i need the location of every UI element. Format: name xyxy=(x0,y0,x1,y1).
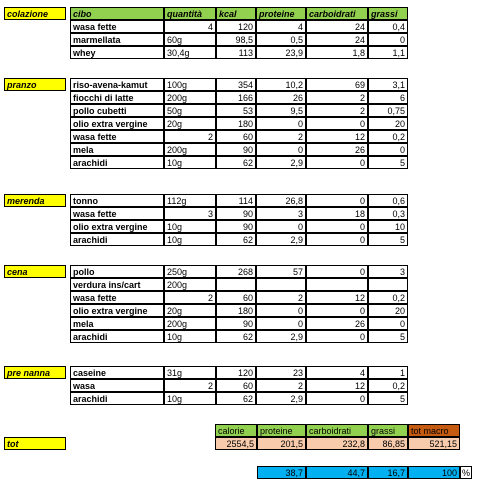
cell-kcal: 90 xyxy=(216,220,256,233)
cell-grassi: 0 xyxy=(368,143,408,156)
tot-header-grassi: grassi xyxy=(368,424,408,437)
cell-carboidrati: 0 xyxy=(306,156,368,169)
header-carboidrati: carboidrati xyxy=(306,7,368,20)
cell-grassi: 1 xyxy=(368,366,408,379)
cell-carboidrati: 0 xyxy=(306,220,368,233)
cell-kcal: 90 xyxy=(216,317,256,330)
cell-food: marmellata xyxy=(70,33,164,46)
tot-carboidrati-value: 232,8 xyxy=(306,437,368,450)
cell-grassi: 20 xyxy=(368,117,408,130)
cell-carboidrati: 4 xyxy=(306,366,368,379)
cell-qty: 100g xyxy=(164,78,216,91)
cell-qty: 2 xyxy=(164,291,216,304)
cell-grassi: 5 xyxy=(368,156,408,169)
cell-kcal: 98,5 xyxy=(216,33,256,46)
cell-proteine: 0 xyxy=(256,317,306,330)
cell-qty: 10g xyxy=(164,220,216,233)
cell-food: wasa fette xyxy=(70,20,164,33)
cell-kcal: 60 xyxy=(216,291,256,304)
cell-qty: 250g xyxy=(164,265,216,278)
cell-qty: 30,4g xyxy=(164,46,216,59)
cell-food: wasa xyxy=(70,379,164,392)
cell-proteine: 2 xyxy=(256,379,306,392)
cell-carboidrati: 24 xyxy=(306,33,368,46)
cell-food: fiocchi di latte xyxy=(70,91,164,104)
tot-grassi-value: 86,85 xyxy=(368,437,408,450)
cell-kcal: 180 xyxy=(216,117,256,130)
cell-qty: 200g xyxy=(164,143,216,156)
cell-proteine: 2 xyxy=(256,291,306,304)
percent-grassi: 16,7 xyxy=(368,466,408,479)
cell-kcal: 62 xyxy=(216,392,256,405)
percent-proteine: 38,7 xyxy=(257,466,306,479)
cell-grassi: 0,6 xyxy=(368,194,408,207)
tot-proteine-value: 201,5 xyxy=(257,437,306,450)
cell-qty: 4 xyxy=(164,20,216,33)
cell-carboidrati: 0 xyxy=(306,117,368,130)
cell-food: tonno xyxy=(70,194,164,207)
cell-food: wasa fette xyxy=(70,291,164,304)
cell-kcal: 113 xyxy=(216,46,256,59)
cell-grassi: 3 xyxy=(368,265,408,278)
cell-kcal: 114 xyxy=(216,194,256,207)
cell-carboidrati: 0 xyxy=(306,304,368,317)
cell-food: olio extra vergine xyxy=(70,304,164,317)
cell-grassi: 0,75 xyxy=(368,104,408,117)
cell-kcal: 90 xyxy=(216,143,256,156)
cell-carboidrati: 26 xyxy=(306,143,368,156)
cell-carboidrati: 69 xyxy=(306,78,368,91)
cell-food: wasa fette xyxy=(70,207,164,220)
cell-carboidrati: 0 xyxy=(306,265,368,278)
cell-qty: 10g xyxy=(164,156,216,169)
cell-qty: 20g xyxy=(164,304,216,317)
tot-header-proteine: proteine xyxy=(257,424,306,437)
cell-proteine xyxy=(256,278,306,291)
cell-qty: 200g xyxy=(164,278,216,291)
cell-food: mela xyxy=(70,143,164,156)
cell-proteine: 9,5 xyxy=(256,104,306,117)
cell-grassi: 0,4 xyxy=(368,20,408,33)
cell-kcal: 120 xyxy=(216,366,256,379)
cell-grassi: 6 xyxy=(368,91,408,104)
cell-proteine: 2 xyxy=(256,130,306,143)
cell-carboidrati: 0 xyxy=(306,233,368,246)
cell-qty: 10g xyxy=(164,233,216,246)
cell-proteine: 26,8 xyxy=(256,194,306,207)
cell-grassi: 0,2 xyxy=(368,130,408,143)
cell-qty: 200g xyxy=(164,91,216,104)
cell-grassi: 0,2 xyxy=(368,379,408,392)
cell-grassi: 5 xyxy=(368,330,408,343)
meal-label: merenda xyxy=(4,194,66,207)
cell-carboidrati: 24 xyxy=(306,20,368,33)
cell-proteine: 3 xyxy=(256,207,306,220)
cell-proteine: 0,5 xyxy=(256,33,306,46)
percent-total: 100 xyxy=(408,466,460,479)
cell-kcal: 120 xyxy=(216,20,256,33)
cell-food: caseine xyxy=(70,366,164,379)
cell-qty: 10g xyxy=(164,330,216,343)
cell-carboidrati: 0 xyxy=(306,194,368,207)
cell-grassi: 5 xyxy=(368,392,408,405)
cell-food: arachidi xyxy=(70,392,164,405)
cell-proteine: 2,9 xyxy=(256,156,306,169)
meal-label: colazione xyxy=(4,7,66,20)
cell-kcal: 90 xyxy=(216,207,256,220)
cell-carboidrati: 0 xyxy=(306,392,368,405)
cell-kcal: 166 xyxy=(216,91,256,104)
cell-kcal: 60 xyxy=(216,130,256,143)
cell-grassi: 5 xyxy=(368,233,408,246)
meal-label: pranzo xyxy=(4,78,66,91)
cell-grassi: 20 xyxy=(368,304,408,317)
cell-grassi xyxy=(368,278,408,291)
cell-carboidrati: 12 xyxy=(306,130,368,143)
header-cibo: cibo xyxy=(70,7,164,20)
cell-kcal: 62 xyxy=(216,156,256,169)
cell-food: whey xyxy=(70,46,164,59)
cell-food: wasa fette xyxy=(70,130,164,143)
cell-carboidrati: 0 xyxy=(306,330,368,343)
cell-proteine: 2,9 xyxy=(256,233,306,246)
cell-food: pollo xyxy=(70,265,164,278)
cell-qty: 31g xyxy=(164,366,216,379)
cell-carboidrati: 2 xyxy=(306,91,368,104)
cell-qty: 112g xyxy=(164,194,216,207)
tot-header-calorie: calorie xyxy=(215,424,257,437)
header-proteine: proteine xyxy=(256,7,306,20)
header-quantita: quantità xyxy=(164,7,216,20)
percent-sign: % xyxy=(462,468,471,478)
percent-carboidrati: 44,7 xyxy=(306,466,368,479)
cell-grassi: 0,2 xyxy=(368,291,408,304)
cell-proteine: 2,9 xyxy=(256,392,306,405)
cell-carboidrati: 26 xyxy=(306,317,368,330)
cell-food: mela xyxy=(70,317,164,330)
cell-food: olio extra vergine xyxy=(70,220,164,233)
cell-food: arachidi xyxy=(70,156,164,169)
cell-qty: 10g xyxy=(164,392,216,405)
cell-carboidrati: 1,8 xyxy=(306,46,368,59)
cell-food: arachidi xyxy=(70,233,164,246)
cell-proteine: 0 xyxy=(256,304,306,317)
cell-grassi: 3,1 xyxy=(368,78,408,91)
meal-label: cena xyxy=(4,265,66,278)
header-grassi: grassi xyxy=(368,7,408,20)
cell-grassi: 1,1 xyxy=(368,46,408,59)
cell-kcal: 62 xyxy=(216,330,256,343)
cell-food: arachidi xyxy=(70,330,164,343)
cell-proteine: 57 xyxy=(256,265,306,278)
cell-qty: 20g xyxy=(164,117,216,130)
header-kcal: kcal xyxy=(216,7,256,20)
cell-food: olio extra vergine xyxy=(70,117,164,130)
tot-header-carboidrati: carboidrati xyxy=(306,424,368,437)
tot-header-tot-macro: tot macro xyxy=(408,424,460,437)
cell-qty: 2 xyxy=(164,379,216,392)
cell-proteine: 23,9 xyxy=(256,46,306,59)
cell-proteine: 0 xyxy=(256,117,306,130)
cell-proteine: 23 xyxy=(256,366,306,379)
cell-food: riso-avena-kamut xyxy=(70,78,164,91)
cell-qty: 2 xyxy=(164,130,216,143)
cell-proteine: 0 xyxy=(256,143,306,156)
cell-grassi: 0 xyxy=(368,317,408,330)
cell-proteine: 2,9 xyxy=(256,330,306,343)
cell-carboidrati: 12 xyxy=(306,291,368,304)
cell-grassi: 0,3 xyxy=(368,207,408,220)
cell-grassi: 10 xyxy=(368,220,408,233)
cell-proteine: 0 xyxy=(256,220,306,233)
cell-kcal xyxy=(216,278,256,291)
cell-kcal: 62 xyxy=(216,233,256,246)
cell-carboidrati: 12 xyxy=(306,379,368,392)
cell-kcal: 53 xyxy=(216,104,256,117)
cell-kcal: 180 xyxy=(216,304,256,317)
tot-macro-value: 521,15 xyxy=(408,437,460,450)
cell-proteine: 4 xyxy=(256,20,306,33)
cell-proteine: 10,2 xyxy=(256,78,306,91)
cell-carboidrati: 2 xyxy=(306,104,368,117)
meal-label: pre nanna xyxy=(4,366,66,379)
cell-food: verdura ins/cart xyxy=(70,278,164,291)
cell-qty: 60g xyxy=(164,33,216,46)
tot-calorie-value: 2554,5 xyxy=(215,437,257,450)
cell-carboidrati xyxy=(306,278,368,291)
cell-qty: 200g xyxy=(164,317,216,330)
cell-qty: 3 xyxy=(164,207,216,220)
cell-qty: 50g xyxy=(164,104,216,117)
cell-kcal: 60 xyxy=(216,379,256,392)
cell-food: pollo cubetti xyxy=(70,104,164,117)
cell-kcal: 268 xyxy=(216,265,256,278)
tot-label: tot xyxy=(4,437,66,450)
cell-grassi: 0 xyxy=(368,33,408,46)
cell-kcal: 354 xyxy=(216,78,256,91)
cell-carboidrati: 18 xyxy=(306,207,368,220)
cell-proteine: 26 xyxy=(256,91,306,104)
